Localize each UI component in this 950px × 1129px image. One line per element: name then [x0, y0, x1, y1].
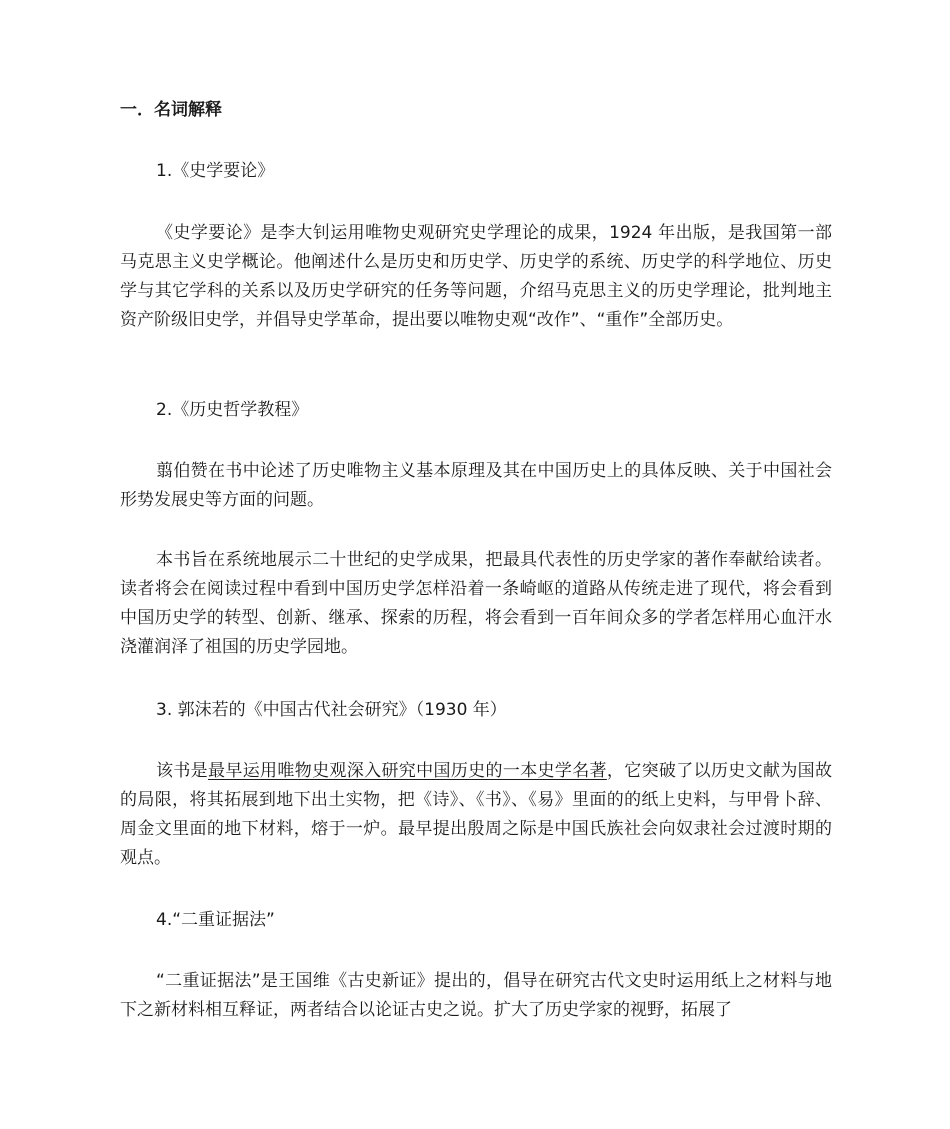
- entry-2-heading: 2.《历史哲学教程》: [156, 400, 309, 420]
- entry-3-paragraph: [120, 757, 832, 873]
- section-title: 一．名词解释: [120, 100, 222, 120]
- entry-1-paragraph: 《史学要论》是李大钊运用唯物史观研究史学理论的成果，1924 年出版，是我国第一部马克思主义史学概论。他阐述什么是历史和历史学、历史学的系统、历史学的科学地位、历史学与其它学科的关系以及历史学研究的任务等问题，介绍马克思主义的历史学理论，批判地主资产阶级旧史学，并倡导史学革命，提出要以唯物史观“改作”、“重作”全部历史。: [120, 223, 832, 330]
- entry-3-underlined-text: 最早运用唯物史观深入研究中国历史的一本史学名著: [208, 761, 607, 781]
- entry-3-text-after: ，它突破了以历史文献为国故的局限，将其拓展到地下出土实物，把《诗》、《书》、《易》里面的的纸上史料，与甲骨卜辞、周金文里面的地下材料，熔于一炉。最早提出殷周之际是中国氏族社会向奴隶社会过渡时期的观点。: [120, 761, 833, 868]
- entry-1-heading: 1.《史学要论》: [156, 161, 275, 181]
- entry-4-heading: 4.“二重证据法”: [156, 910, 275, 930]
- entry-2-paragraph-1: 翦伯赞在书中论述了历史唯物主义基本原理及其在中国历史上的具体反映、关于中国社会形势发展史等方面的问题。: [120, 461, 832, 510]
- entry-4-paragraph: “二重证据法”是王国维《古史新证》提出的，倡导在研究古代文史时运用纸上之材料与地下之新材料相互释证，两者结合以论证古史之说。扩大了历史学家的视野，拓展了: [120, 971, 832, 1020]
- entry-3-text-before: 该书是: [156, 761, 209, 781]
- entry-3-heading: 3. 郭沫若的《中国古代社会研究》（1930 年）: [156, 700, 507, 720]
- entry-2-paragraph-2: 本书旨在系统地展示二十世纪的史学成果，把最具代表性的历史学家的著作奉献给读者。读者将会在阅读过程中看到中国历史学怎样沿着一条崎岖的道路从传统走进了现代，将会看到中国历史学的转型、创新、继承、探索的历程，将会看到一百年间众多的学者怎样用心血汗水浇灌润泽了祖国的历史学园地。: [120, 550, 832, 657]
